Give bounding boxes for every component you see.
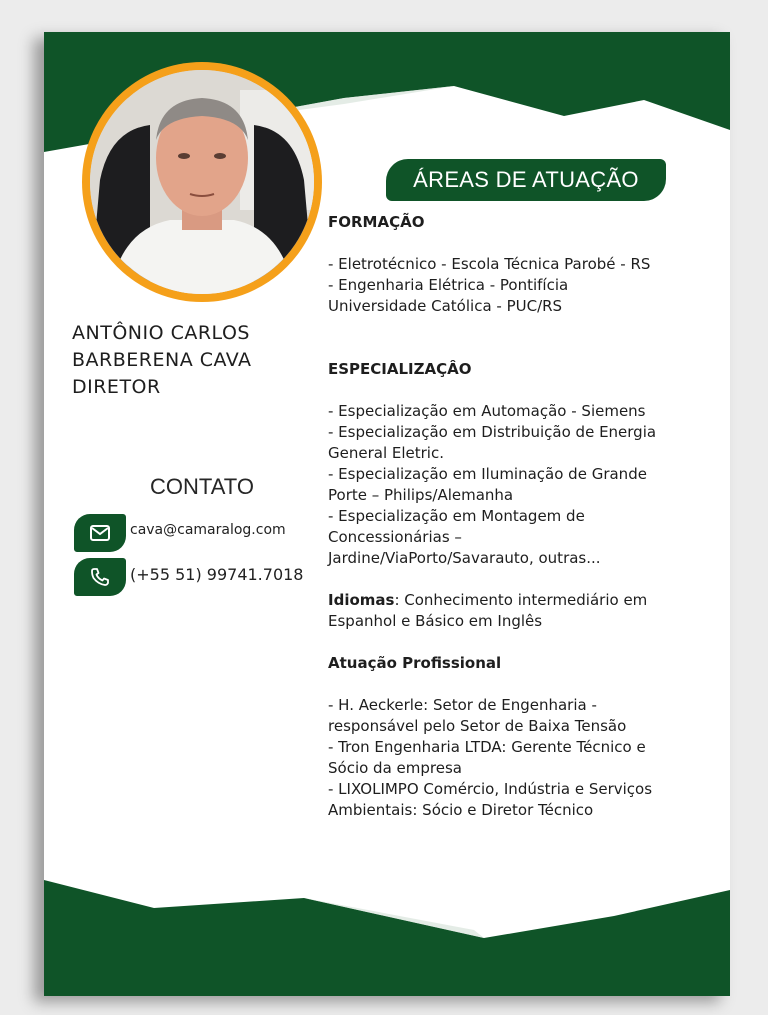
atuacao-title: Atuação Profissional (328, 654, 502, 672)
idiomas-text-1: : Conhecimento intermediário em (394, 591, 648, 609)
formacao-line-2: - Engenharia Elétrica - Pontifícia (328, 276, 569, 294)
especializacao-line-6: - Especialização em Montagem de (328, 507, 585, 525)
especializacao-line-8: Jardine/ViaPorto/Savarauto, outras... (328, 549, 601, 567)
atuacao-line-2: responsável pelo Setor de Baixa Tensão (328, 717, 627, 735)
atuacao-line-5: - LIXOLIMPO Comércio, Indústria e Serviços (328, 780, 653, 798)
especializacao-line-2: - Especialização em Distribuição de Energia (328, 423, 657, 441)
name-line-2: BARBERENA CAVA (72, 349, 252, 371)
phone-icon (74, 558, 126, 596)
contact-email[interactable]: cava@camaralog.com (130, 522, 286, 538)
especializacao-line-7: Concessionárias – (328, 528, 462, 546)
especializacao-line-4: - Especialização em Iluminação de Grande (328, 465, 647, 483)
especializacao-line-3: General Eletric. (328, 444, 444, 462)
contact-phone[interactable]: (+55 51) 99741.7018 (130, 565, 304, 584)
atuacao-line-3: - Tron Engenharia LTDA: Gerente Técnico e (328, 738, 646, 756)
formacao-line-1: - Eletrotécnico - Escola Técnica Parobé - RS (328, 255, 651, 273)
resume-card (44, 32, 730, 996)
idiomas-label: Idiomas (328, 591, 395, 609)
contact-phone-row[interactable] (74, 558, 336, 598)
envelope-icon (74, 514, 126, 552)
bottom-green-band (44, 880, 730, 996)
especializacao-line-5: Porte – Philips/Alemanha (328, 486, 514, 504)
formacao-line-3: Universidade Católica - PUC/RS (328, 297, 563, 315)
profile-photo-frame (82, 62, 322, 302)
resume-content (328, 212, 730, 821)
portrait-illustration (90, 70, 314, 294)
contact-title: CONTATO (150, 474, 254, 499)
areas-title-banner: ÁREAS DE ATUAÇÃO (386, 159, 666, 201)
person-name-block (72, 320, 312, 401)
especializacao-line-1: - Especialização em Automação - Siemens (328, 402, 646, 420)
formacao-title: FORMAÇÃO (328, 213, 425, 231)
idiomas-line-2: Espanhol e Básico em Inglês (328, 612, 543, 630)
idiomas-line-1 (328, 590, 730, 611)
profile-photo (90, 70, 314, 294)
atuacao-line-1: - H. Aeckerle: Setor de Engenharia - (328, 696, 597, 714)
contact-email-row[interactable] (74, 514, 336, 554)
name-line-1: ANTÔNIO CARLOS (72, 322, 250, 344)
atuacao-line-6: Ambientais: Sócio e Diretor Técnico (328, 801, 594, 819)
job-title: DIRETOR (72, 376, 161, 398)
especializacao-title: ESPECIALIZAÇÂO (328, 360, 472, 378)
atuacao-line-4: Sócio da empresa (328, 759, 462, 777)
